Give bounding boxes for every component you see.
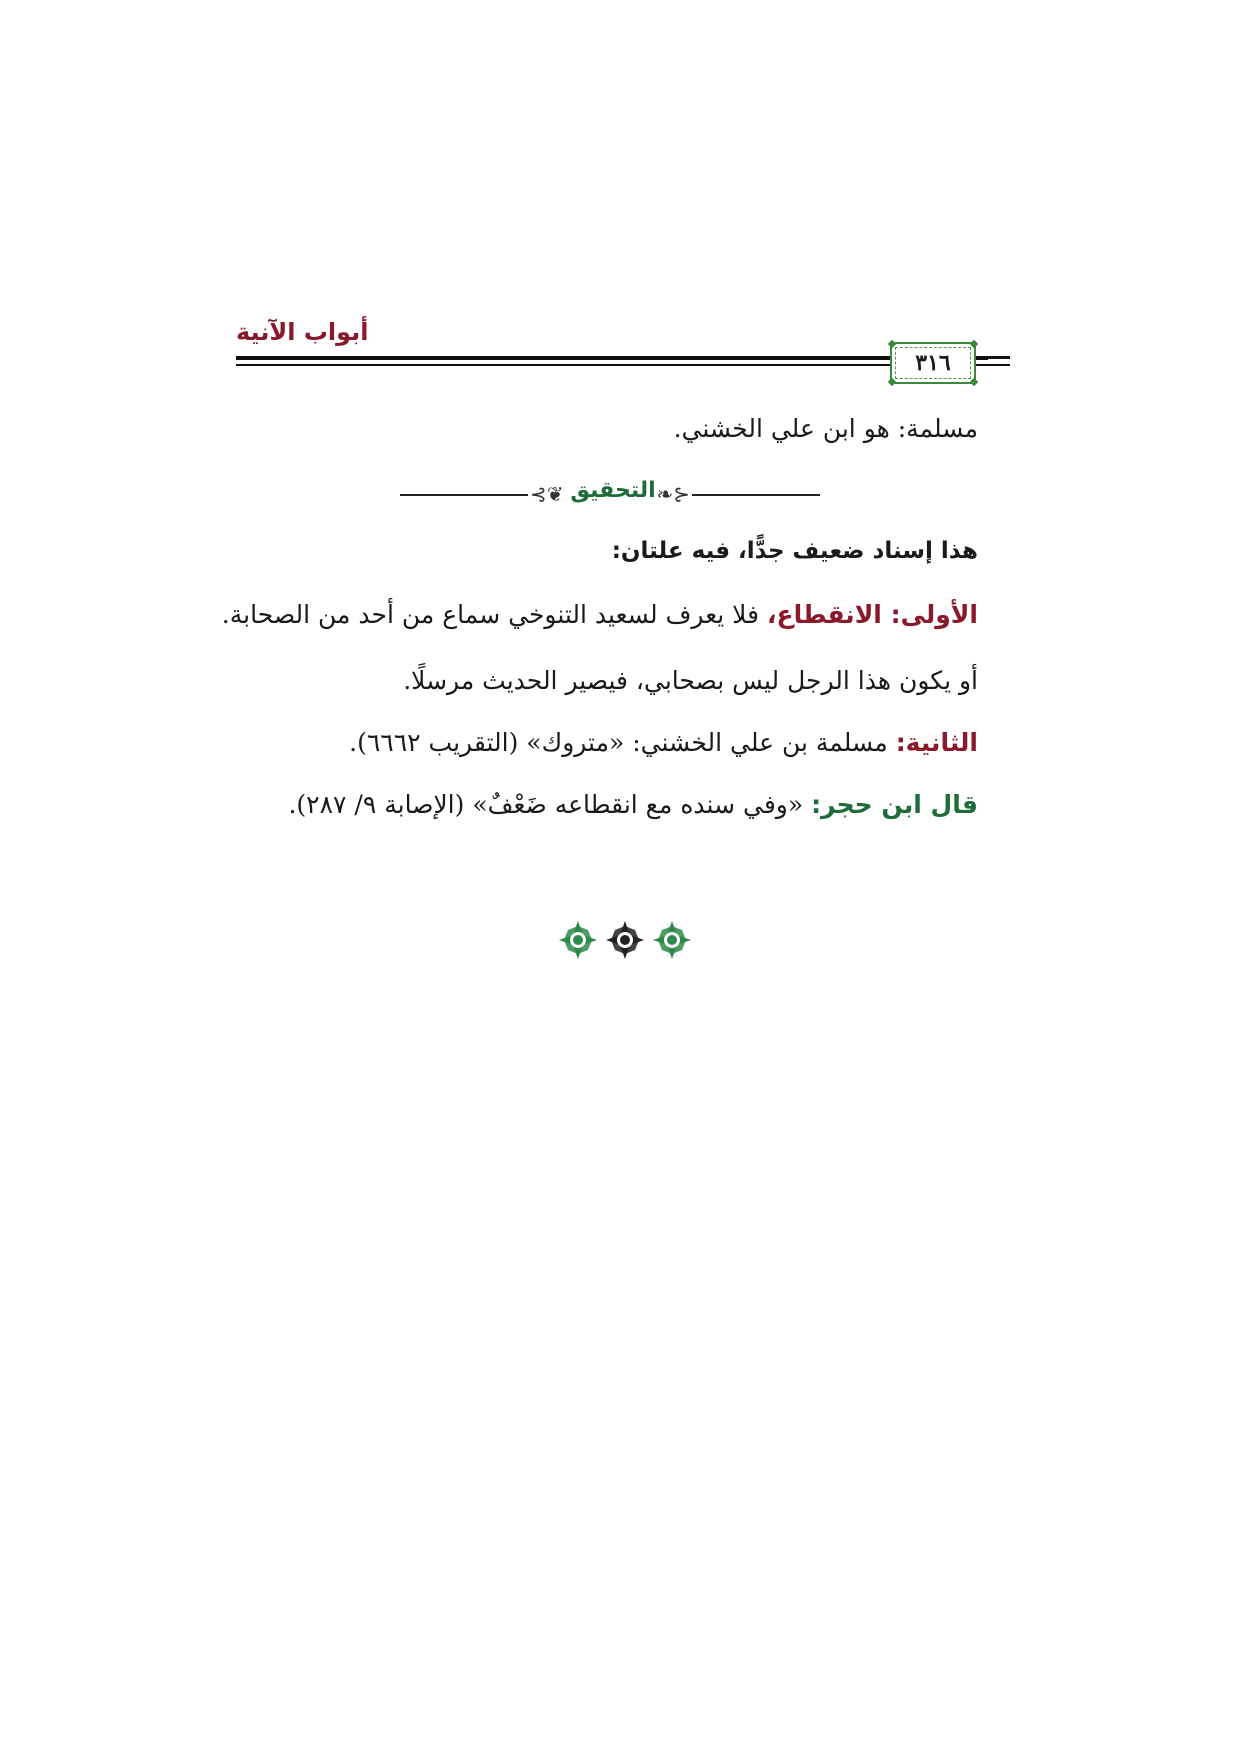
text-line-narrator: مسلمة: هو ابن علي الخشني. xyxy=(673,414,978,443)
text-line-alternative: أو يكون هذا الرجل ليس بصحابي، فيصير الحديث مرسلًا. xyxy=(403,666,978,695)
flower-ornament-icon xyxy=(558,920,598,960)
divider-line-right xyxy=(692,494,820,496)
closing-ornaments xyxy=(558,920,692,964)
ibn-hajar-text: «وفي سنده مع انقطاعه ضَعْفٌ» (الإصابة ٩/ ٢٨٧). xyxy=(288,790,812,819)
ibn-hajar-label: قال ابن حجر: xyxy=(811,790,978,819)
first-defect-label: الأولى: الانقطاع، xyxy=(767,600,978,629)
flower-ornament-icon xyxy=(605,920,645,960)
section-divider xyxy=(400,478,820,512)
page-number-badge xyxy=(890,342,976,384)
badge-corner-icon xyxy=(970,378,978,386)
text-line-verdict: هذا إسناد ضعيف جدًّا، فيه علتان: xyxy=(611,538,978,564)
text-line-second-defect xyxy=(349,728,978,758)
page-number: ٣١٦ xyxy=(911,350,954,376)
first-defect-text: فلا يعرف لسعيد التنوخي سماع من أحد من الصحابة. xyxy=(221,600,767,629)
header-rule-end-thick xyxy=(976,356,1010,359)
header-rule-thick xyxy=(236,356,988,360)
divider-line-left xyxy=(400,494,528,496)
text-line-first-defect xyxy=(222,600,978,630)
divider-ornament-icon: ⊰❦ xyxy=(530,482,564,506)
second-defect-text: مسلمة بن علي الخشني: «متروك» (التقريب ٦٦٦٢). xyxy=(349,728,896,757)
badge-corner-icon xyxy=(888,340,896,348)
section-title: التحقيق xyxy=(570,478,656,503)
flower-ornament-icon xyxy=(652,920,692,960)
divider-ornament-icon: ❧⊱ xyxy=(656,482,690,506)
badge-corner-icon xyxy=(888,378,896,386)
badge-corner-icon xyxy=(970,340,978,348)
second-defect-label: الثانية: xyxy=(895,728,978,757)
running-title: أبواب الآنية xyxy=(236,318,369,346)
header-rule-end-thin xyxy=(976,364,1010,366)
header-rule xyxy=(236,356,988,368)
header-rule-end xyxy=(976,356,1010,368)
header-rule-thin xyxy=(236,364,988,366)
text-line-ibn-hajar xyxy=(288,790,978,820)
